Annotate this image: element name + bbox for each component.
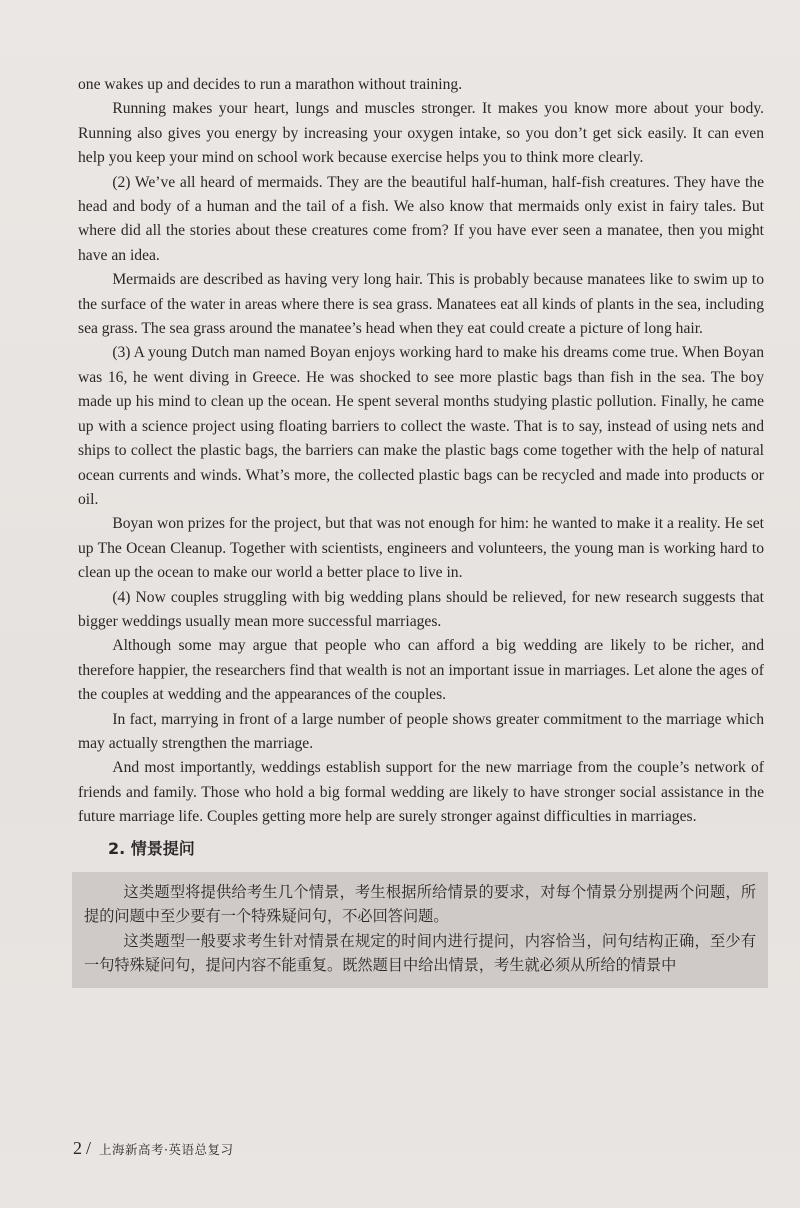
- reading-passages: [78, 73, 764, 830]
- paragraph: Running makes your heart, lungs and muscles stronger. It makes you know more about your body. Running also gives you energy by increasing your oxygen intake, so you don’t get sick easily. It can even help you keep your mind on school work because exercise helps you to think more clearly.: [78, 100, 764, 167]
- paragraph: And most importantly, weddings establish support for the new marriage from the couple’s network of friends and family. Those who hold a big formal wedding are likely to have stronger social assistance in the future marriage life. Couples getting more help are surely stronger against difficulties in marriages.: [78, 759, 764, 826]
- info-box-paragraph: 这类题型将提供给考生几个情景，考生根据所给情景的要求，对每个情景分别提两个问题，所提的问题中至少要有一个特殊疑问句，不必回答问题。: [84, 882, 756, 926]
- footer-separator: /: [86, 1138, 92, 1158]
- paragraph: Although some may argue that people who can afford a big wedding are likely to be richer, and therefore happier, the researchers find that wealth is not an important issue in marriages. Let alone the ages of the couples at wedding and the appearances of the couples.: [78, 637, 764, 704]
- page-content: [78, 73, 764, 988]
- paragraph: Boyan won prizes for the project, but that was not enough for him: he wanted to make it a reality. He set up The Ocean Cleanup. Together with scientists, engineers and volunteers, the young man is working hard to clean up the ocean to make our world a better place to live in.: [78, 515, 764, 582]
- page-footer: [73, 1138, 234, 1159]
- info-box: [72, 872, 768, 988]
- paragraph: (2) We’ve all heard of mermaids. They are the beautiful half-human, half-fish creatures. They have the head and body of a human and the tail of a fish. We also know that mermaids only exist in fairy tales. But where did all the stories about these creatures come from? If you have ever seen a manatee, then you might have an idea.: [78, 173, 764, 264]
- paragraph: one wakes up and decides to run a marathon without training.: [78, 76, 463, 93]
- section-heading: 2. 情景提问: [108, 838, 195, 858]
- paragraph: (4) Now couples struggling with big wedding plans should be relieved, for new research suggests that bigger weddings usually mean more successful marriages.: [78, 588, 764, 630]
- paragraph: Mermaids are described as having very long hair. This is probably because manatees like to swim up to the surface of the water in areas where there is sea grass. Manatees eat all kinds of plants in the sea, including sea grass. The sea grass around the manatee’s head when they eat could create a picture of long hair.: [78, 271, 764, 338]
- book-title: 上海新高考·英语总复习: [99, 1142, 234, 1157]
- paragraph: In fact, marrying in front of a large number of people shows greater commitment to the marriage which may actually strengthen the marriage.: [78, 710, 764, 752]
- page-number: 2: [73, 1138, 82, 1158]
- paragraph: (3) A young Dutch man named Boyan enjoys working hard to make his dreams come true. When Boyan was 16, he went diving in Greece. He was shocked to see more plastic bags than fish in the sea. The boy made up his mind to clean up the ocean. He spent several months studying plastic pollution. Finally, he came up with a science project using floating barriers to collect the waste. That is to say, instead of using nets and ships to collect the plastic bags, the barriers can make the plastic bags come together with the help of natural ocean currents and winds. What’s more, the collected plastic bags can be recycled and made into products or oil.: [78, 344, 764, 508]
- info-box-paragraph: 这类题型一般要求考生针对情景在规定的时间内进行提问，内容恰当，问句结构正确，至少有一句特殊疑问句，提问内容不能重复。既然题目中给出情景，考生就必须从所给的情景中: [84, 931, 756, 975]
